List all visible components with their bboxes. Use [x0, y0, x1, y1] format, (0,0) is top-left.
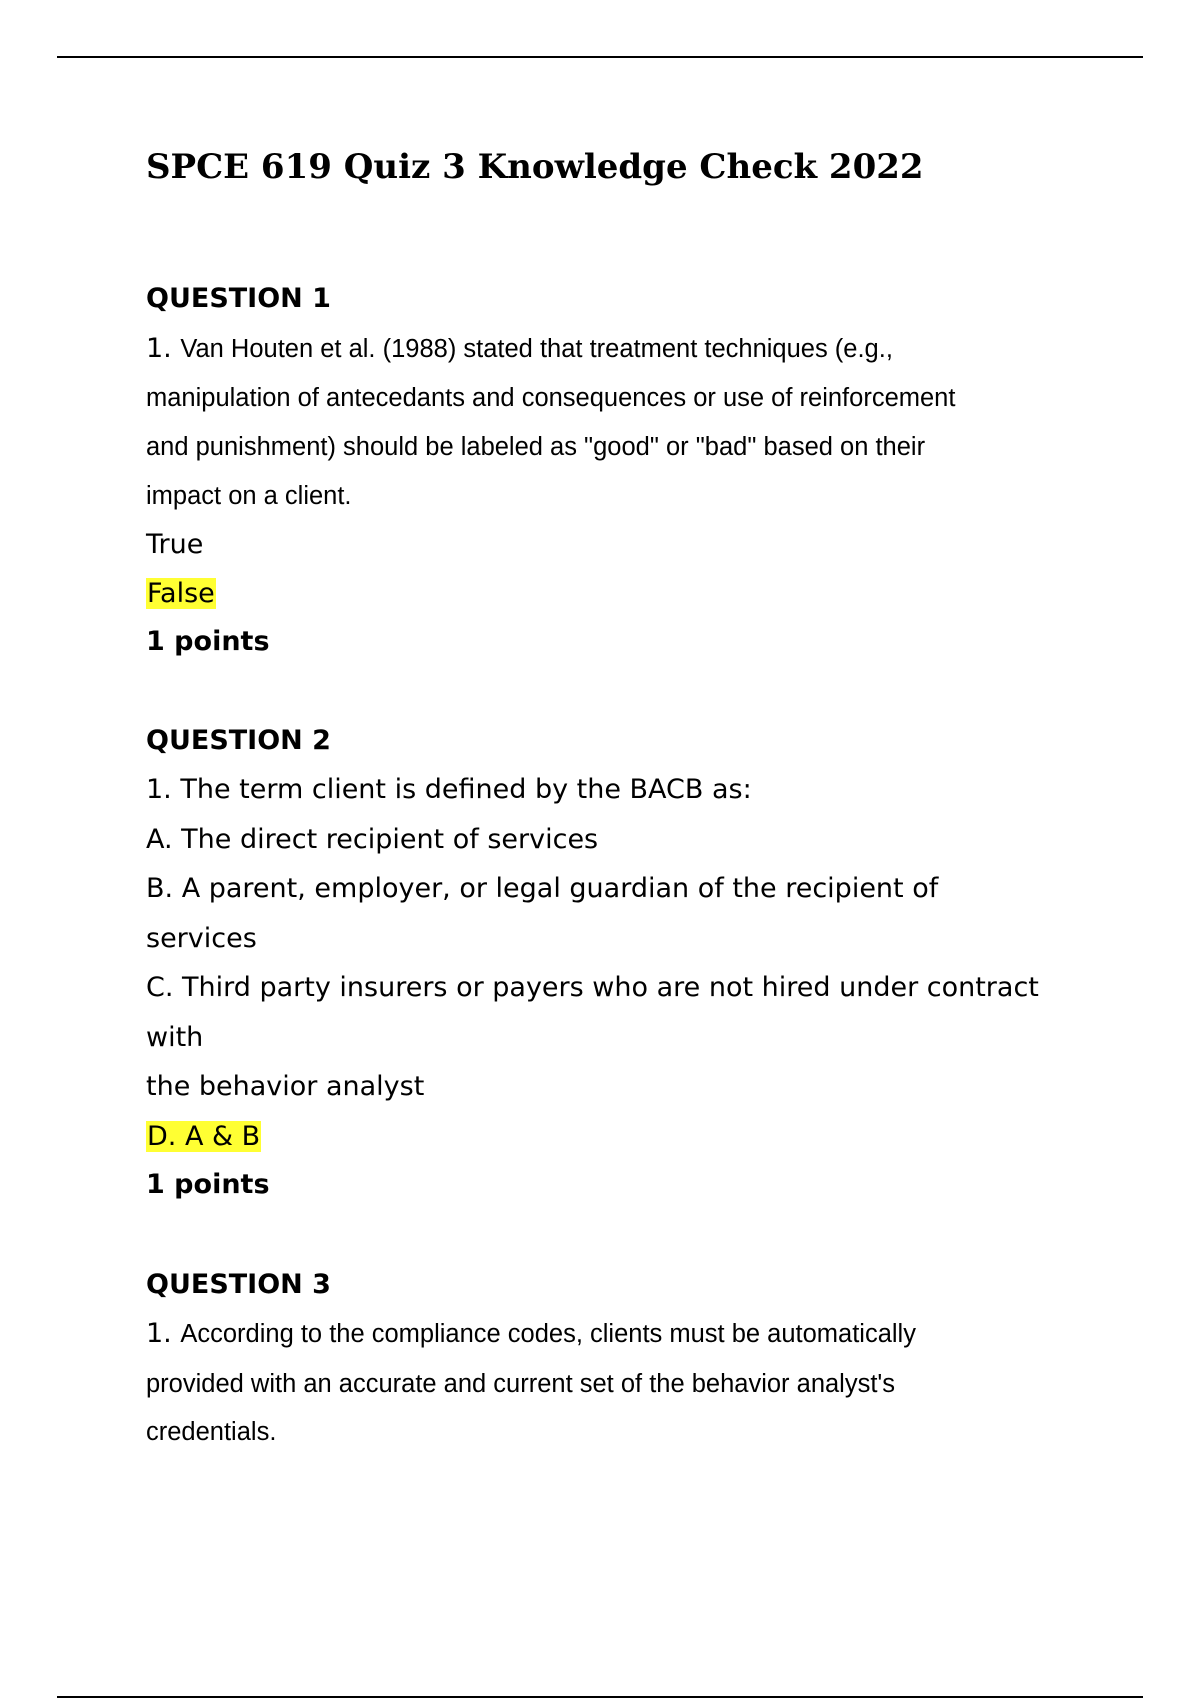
- question-3-prompt-line-3: credentials.: [146, 1418, 277, 1446]
- question-1-selected-answer: False: [147, 578, 215, 609]
- question-2-option-c-line-2: with: [146, 1022, 204, 1053]
- question-2-option-b-line-1: B. A parent, employer, or legal guardian of the recipient of: [146, 873, 939, 904]
- question-3-number: 1.: [146, 1318, 172, 1349]
- question-1-prompt-text: Van Houten et al. (1988) stated that treatment techniques (e.g.,: [180, 335, 893, 363]
- top-rule: [57, 56, 1143, 58]
- question-2-heading: QUESTION 2: [146, 725, 331, 756]
- question-1-prompt-line-2: manipulation of antecedants and consequences or use of reinforcement: [146, 384, 956, 412]
- question-3-prompt-text: According to the compliance codes, clients must be automatically: [180, 1320, 916, 1348]
- question-1-number: 1.: [146, 333, 172, 364]
- question-1-prompt-line-3: and punishment) should be labeled as "good" or "bad" based on their: [146, 433, 926, 461]
- question-2-selected-answer: D. A & B: [147, 1121, 261, 1152]
- question-1-option-false: [146, 576, 216, 612]
- question-1-option-true: True: [146, 529, 204, 560]
- question-1-prompt-line-4: impact on a client.: [146, 482, 352, 510]
- question-1-prompt-line-1: [146, 331, 893, 367]
- question-1-heading: QUESTION 1: [146, 283, 331, 314]
- question-2-option-c-line-1: C. Third party insurers or payers who are not hired under contract: [146, 972, 1039, 1003]
- question-3-heading: QUESTION 3: [146, 1269, 331, 1300]
- question-2-prompt: 1. The term client is defined by the BACB as:: [146, 774, 752, 805]
- question-2-option-b-line-2: services: [146, 923, 257, 954]
- question-1-points: 1 points: [146, 626, 270, 657]
- question-3-prompt-line-2: provided with an accurate and current set of the behavior analyst's: [146, 1370, 896, 1398]
- question-2-points: 1 points: [146, 1169, 270, 1200]
- question-2-option-d: [146, 1119, 261, 1155]
- question-3-prompt-line-1: [146, 1316, 916, 1352]
- bottom-rule: [57, 1696, 1143, 1698]
- question-2-option-a: A. The direct recipient of services: [146, 824, 599, 855]
- question-2-option-c-line-3: the behavior analyst: [146, 1071, 425, 1102]
- document-title: SPCE 619 Quiz 3 Knowledge Check 2022: [146, 147, 924, 187]
